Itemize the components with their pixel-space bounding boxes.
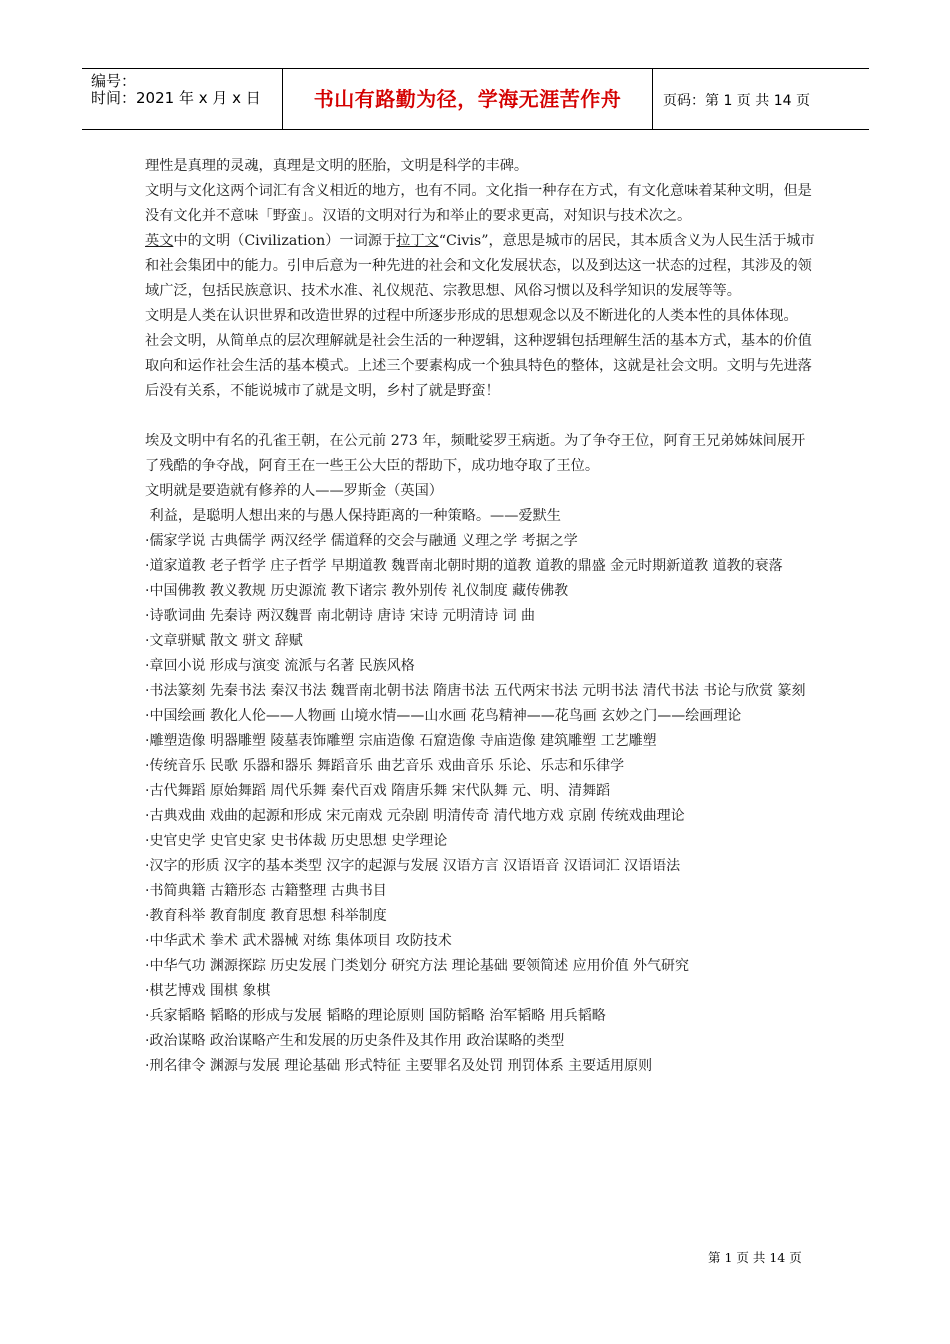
motto: 书山有路勤为径，学海无涯苦作舟 bbox=[313, 87, 622, 111]
topic-item: ·中国绘画 教化人伦——人物画 山境水情——山水画 花鸟精神——花鸟画 玄妙之门——绘画理论 bbox=[145, 708, 742, 724]
header-page-cell bbox=[653, 69, 869, 129]
topic-item: ·棋艺博戏 围棋 象棋 bbox=[145, 983, 271, 999]
topic-item: ·政治谋略 政治谋略产生和发展的历史条件及其作用 政治谋略的类型 bbox=[145, 1033, 565, 1049]
topic-item: ·古典戏曲 戏曲的起源和形成 宋元南戏 元杂剧 明清传奇 清代地方戏 京剧 传统戏曲理论 bbox=[145, 808, 685, 824]
topic-item: ·书简典籍 古籍形态 古籍整理 古典书目 bbox=[145, 883, 387, 899]
topic-item: ·兵家韬略 韬略的形成与发展 韬略的理论原则 国防韬略 治军韬略 用兵韬略 bbox=[145, 1008, 606, 1024]
quote: 利益，是聪明人想出来的与愚人保持距离的一种策略。——爱默生 bbox=[145, 508, 561, 524]
topic-item: ·文章骈赋 散文 骈文 辞赋 bbox=[145, 633, 303, 649]
paragraph: 文明是人类在认识世界和改造世界的过程中所逐步形成的思想观念以及不断进化的人类本性的具体体现。 bbox=[145, 308, 798, 324]
topic-item: ·传统音乐 民歌 乐器和器乐 舞蹈音乐 曲艺音乐 戏曲音乐 乐论、乐志和乐律学 bbox=[145, 758, 625, 774]
document-body bbox=[145, 154, 817, 1079]
header-meta bbox=[82, 69, 283, 129]
latin-link[interactable]: 拉丁文 bbox=[396, 233, 439, 249]
quote: 文明就是要造就有修养的人——罗斯金（英国） bbox=[145, 483, 443, 499]
serial-label: 编号： bbox=[91, 72, 137, 90]
page-footer: 第 1 页 共 14 页 bbox=[708, 1250, 802, 1265]
paragraph-text: 中的文明（Civilization）一词源于 bbox=[173, 233, 397, 249]
topic-item: ·章回小说 形成与演变 流派与名著 民族风格 bbox=[145, 658, 415, 674]
paragraph: 文明与文化这两个词汇有含义相近的地方，也有不同。文化指一种存在方式，有文化意味着某种文明，但是没有文化并不意味「野蛮」。汉语的文明对行为和举止的要求更高，对知识与技术次之。 bbox=[145, 183, 812, 224]
page-header bbox=[82, 68, 869, 130]
paragraph-text: “Civis”，意思是城市的居民，其本质含义为人民生活于城市和社会集团中的能力。引申后意为一种先进的社会和文化发展状态，以及到达这一状态的过程，其涉及的领域广泛，包括民族意识、技术水准、礼仪规范、宗教思想、风俗习惯以及科学知识的发展等等。 bbox=[145, 233, 815, 299]
topic-item: ·汉字的形质 汉字的基本类型 汉字的起源与发展 汉语方言 汉语语音 汉语词汇 汉语语法 bbox=[145, 858, 681, 874]
topic-item: ·史官史学 史官史家 史书体裁 历史思想 史学理论 bbox=[145, 833, 448, 849]
topic-item: ·书法篆刻 先秦书法 秦汉书法 魏晋南北朝书法 隋唐书法 五代两宋书法 元明书法 清代书法 书论与欣赏 篆刻 bbox=[145, 683, 806, 699]
topic-item: ·诗歌词曲 先秦诗 两汉魏晋 南北朝诗 唐诗 宋诗 元明清诗 词 曲 bbox=[145, 608, 536, 624]
date-label: 时间：2021 年 x 月 x 日 bbox=[91, 89, 261, 107]
topic-item: ·儒家学说 古典儒学 两汉经学 儒道释的交会与融通 义理之学 考据之学 bbox=[145, 533, 578, 549]
topic-list bbox=[145, 529, 817, 1079]
header-motto-cell bbox=[283, 69, 653, 129]
topic-item: ·中华气功 渊源探踪 历史发展 门类划分 研究方法 理论基础 要领简述 应用价值 外气研究 bbox=[145, 958, 690, 974]
topic-item: ·古代舞蹈 原始舞蹈 周代乐舞 秦代百戏 隋唐乐舞 宋代队舞 元、明、清舞蹈 bbox=[145, 783, 611, 799]
paragraph: 社会文明，从简单点的层次理解就是社会生活的一种逻辑，这种逻辑包括理解生活的基本方式，基本的价值取向和运作社会生活的基本模式。上述三个要素构成一个独具特色的整体，这就是社会文明。文明与先进落后没有关系，不能说城市了就是文明，乡村了就是野蛮！ bbox=[145, 333, 812, 399]
paragraph: 理性是真理的灵魂，真理是文明的胚胎，文明是科学的丰碑。 bbox=[145, 158, 529, 174]
english-link[interactable]: 英文 bbox=[145, 233, 174, 249]
topic-item: ·中国佛教 教义教规 历史源流 教下诸宗 教外别传 礼仪制度 藏传佛教 bbox=[145, 583, 569, 599]
topic-item: ·道家道教 老子哲学 庄子哲学 早期道教 魏晋南北朝时期的道教 道教的鼎盛 金元时期新道教 道教的衰落 bbox=[145, 558, 783, 574]
paragraph: 埃及文明中有名的孔雀王朝，在公元前 273 年，频毗娑罗王病逝。为了争夺王位，阿育王兄弟姊妹间展开了残酷的争夺战，阿育王在一些王公大臣的帮助下，成功地夺取了王位。 bbox=[145, 433, 806, 474]
civilization-paragraph bbox=[145, 229, 817, 304]
topic-item: ·中华武术 拳术 武术器械 对练 集体项目 攻防技术 bbox=[145, 933, 452, 949]
topic-item: ·雕塑造像 明器雕塑 陵墓表饰雕塑 宗庙造像 石窟造像 寺庙造像 建筑雕塑 工艺雕塑 bbox=[145, 733, 657, 749]
page-info: 页码：第 1 页 共 14 页 bbox=[663, 93, 810, 109]
blank-line bbox=[145, 404, 817, 429]
topic-item: ·教育科举 教育制度 教育思想 科举制度 bbox=[145, 908, 387, 924]
topic-item: ·刑名律令 渊源与发展 理论基础 形式特征 主要罪名及处罚 刑罚体系 主要适用原则 bbox=[145, 1058, 653, 1074]
